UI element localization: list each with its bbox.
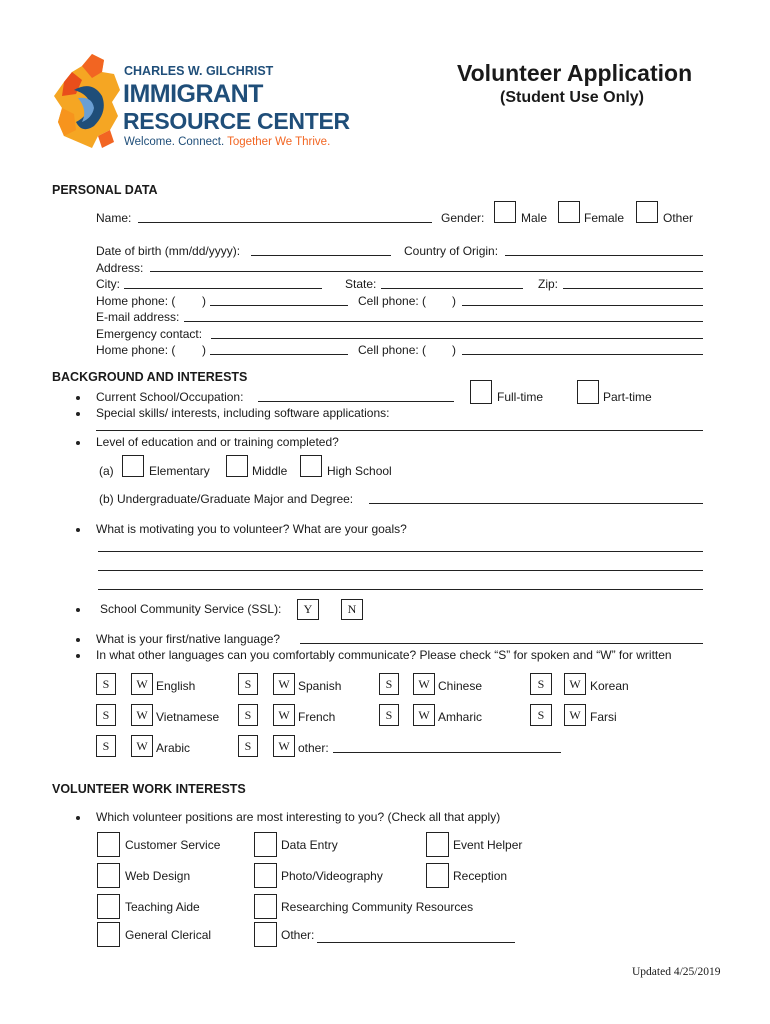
education-label: Level of education and or training completed?	[96, 435, 339, 449]
spanish-spoken-box[interactable]: S	[238, 673, 258, 695]
chinese-label: Chinese	[438, 679, 483, 693]
other-gender-label: Other	[663, 211, 694, 225]
other-gender-checkbox[interactable]	[636, 201, 658, 223]
other-lang-spoken-box[interactable]: S	[238, 735, 258, 757]
parttime-label: Part-time	[603, 390, 652, 404]
education-a-label: (a)	[99, 464, 114, 478]
logo-line2: IMMIGRANT	[123, 80, 263, 108]
updated-date: Updated 4/25/2019	[632, 966, 721, 978]
research-resources-checkbox[interactable]	[254, 894, 277, 919]
male-checkbox[interactable]	[494, 201, 516, 223]
fulltime-label: Full-time	[497, 390, 544, 404]
country-input[interactable]	[505, 255, 703, 256]
other-lang-written-box[interactable]: W	[273, 735, 295, 757]
native-language-input[interactable]	[300, 643, 703, 644]
korean-spoken-box[interactable]: S	[530, 673, 552, 695]
logo-line1: CHARLES W. GILCHRIST	[124, 64, 274, 78]
vietnamese-written-box[interactable]: W	[131, 704, 153, 726]
customer-service-checkbox[interactable]	[97, 832, 120, 857]
city-input[interactable]	[124, 288, 322, 289]
email-input[interactable]	[184, 321, 703, 322]
emergency-cell-phone-paren: )	[452, 343, 456, 357]
farsi-label: Farsi	[590, 710, 617, 724]
education-b-label: (b) Undergraduate/Graduate Major and Degree:	[99, 492, 354, 506]
reception-checkbox[interactable]	[426, 863, 449, 888]
native-language-label: What is your first/native language?	[96, 632, 281, 646]
background-heading: BACKGROUND AND INTERESTS	[52, 370, 248, 384]
spanish-label: Spanish	[298, 679, 342, 693]
female-checkbox[interactable]	[558, 201, 580, 223]
major-input[interactable]	[369, 503, 703, 504]
french-spoken-box[interactable]: S	[238, 704, 258, 726]
logo-line3: RESOURCE CENTER	[123, 108, 350, 134]
english-written-box[interactable]: W	[131, 673, 153, 695]
motivation-label: What is motivating you to volunteer? What are your goals?	[96, 522, 407, 536]
bullet	[76, 412, 80, 416]
teaching-aide-label: Teaching Aide	[125, 900, 200, 914]
female-label: Female	[584, 211, 625, 225]
school-label: Current School/Occupation:	[96, 390, 244, 404]
arabic-label: Arabic	[156, 741, 191, 755]
name-input[interactable]	[138, 222, 432, 223]
english-spoken-box[interactable]: S	[96, 673, 116, 695]
amharic-written-box[interactable]: W	[413, 704, 435, 726]
reception-label: Reception	[453, 869, 508, 883]
logo-tagline	[124, 136, 330, 148]
event-helper-label: Event Helper	[453, 838, 523, 852]
data-entry-checkbox[interactable]	[254, 832, 277, 857]
bullet	[76, 528, 80, 532]
male-label: Male	[521, 211, 548, 225]
dob-input[interactable]	[251, 255, 391, 256]
chinese-spoken-box[interactable]: S	[379, 673, 399, 695]
event-helper-checkbox[interactable]	[426, 832, 449, 857]
photo-videography-label: Photo/Videography	[281, 869, 383, 883]
emergency-home-phone-paren: )	[202, 343, 206, 357]
photo-videography-checkbox[interactable]	[254, 863, 277, 888]
home-phone-paren: )	[202, 294, 206, 308]
arabic-spoken-box[interactable]: S	[96, 735, 116, 757]
emergency-label: Emergency contact:	[96, 327, 203, 341]
logo-tagline-a: Welcome. Connect.	[124, 136, 225, 148]
other-languages-label: In what other languages can you comfortably communicate? Please check “S” for spoken and “W” for written	[96, 648, 672, 662]
french-label: French	[298, 710, 336, 724]
bullet	[76, 638, 80, 642]
home-phone-input[interactable]	[210, 305, 348, 306]
logo-tagline-b: Together We Thrive.	[227, 136, 331, 148]
skills-label: Special skills/ interests, including software applications:	[96, 406, 390, 420]
general-clerical-label: General Clerical	[125, 928, 212, 942]
web-design-checkbox[interactable]	[97, 863, 120, 888]
fulltime-checkbox[interactable]	[470, 380, 492, 404]
ssl-label: School Community Service (SSL):	[100, 602, 282, 616]
general-clerical-checkbox[interactable]	[97, 922, 120, 947]
other-position-input[interactable]	[317, 942, 515, 943]
cell-phone-input[interactable]	[462, 305, 703, 306]
high-school-checkbox[interactable]	[300, 455, 322, 477]
other-position-label: Other:	[281, 928, 315, 942]
email-label: E-mail address:	[96, 310, 180, 324]
high-school-label: High School	[327, 464, 392, 478]
farsi-written-box[interactable]: W	[564, 704, 586, 726]
middle-checkbox[interactable]	[226, 455, 248, 477]
skills-input[interactable]	[96, 430, 703, 431]
zip-input[interactable]	[563, 288, 703, 289]
elementary-label: Elementary	[149, 464, 210, 478]
motivation-input-2[interactable]	[98, 570, 703, 571]
motivation-input-3[interactable]	[98, 589, 703, 590]
page-subtitle: (Student Use Only)	[500, 89, 645, 106]
work-question: Which volunteer positions are most interesting to you? (Check all that apply)	[96, 810, 501, 824]
elementary-checkbox[interactable]	[122, 455, 144, 477]
state-label: State:	[345, 277, 377, 291]
spanish-written-box[interactable]: W	[273, 673, 295, 695]
logo-mosaic-icon	[52, 50, 127, 152]
bullet	[76, 441, 80, 445]
customer-service-label: Customer Service	[125, 838, 221, 852]
page-title: Volunteer Application	[457, 60, 693, 86]
vietnamese-label: Vietnamese	[156, 710, 220, 724]
address-label: Address:	[96, 261, 144, 275]
state-input[interactable]	[381, 288, 523, 289]
cell-phone-paren: )	[452, 294, 456, 308]
emergency-cell-phone-input[interactable]	[462, 354, 703, 355]
emergency-input[interactable]	[211, 338, 703, 339]
school-input[interactable]	[258, 401, 454, 402]
middle-label: Middle	[252, 464, 288, 478]
gender-label: Gender:	[441, 211, 485, 225]
ssl-yes-box[interactable]: Y	[297, 599, 319, 620]
parttime-checkbox[interactable]	[577, 380, 599, 404]
personal-heading: PERSONAL DATA	[52, 183, 158, 197]
research-resources-label: Researching Community Resources	[281, 900, 474, 914]
korean-label: Korean	[590, 679, 629, 693]
arabic-written-box[interactable]: W	[131, 735, 153, 757]
other-lang-label: other:	[298, 741, 329, 755]
farsi-spoken-box[interactable]: S	[530, 704, 552, 726]
other-lang-input[interactable]	[333, 752, 561, 753]
bullet	[76, 654, 80, 658]
data-entry-label: Data Entry	[281, 838, 338, 852]
emergency-cell-phone-label: Cell phone: (	[358, 343, 427, 357]
logo	[52, 50, 350, 152]
zip-label: Zip:	[538, 277, 559, 291]
ssl-no-box[interactable]: N	[341, 599, 363, 620]
vietnamese-spoken-box[interactable]: S	[96, 704, 116, 726]
web-design-label: Web Design	[125, 869, 191, 883]
motivation-input-1[interactable]	[98, 551, 703, 552]
french-written-box[interactable]: W	[273, 704, 295, 726]
country-label: Country of Origin:	[404, 244, 499, 258]
amharic-label: Amharic	[438, 710, 483, 724]
emergency-home-phone-input[interactable]	[210, 354, 348, 355]
amharic-spoken-box[interactable]: S	[379, 704, 399, 726]
cell-phone-label: Cell phone: (	[358, 294, 427, 308]
english-label: English	[156, 679, 196, 693]
name-label: Name:	[96, 211, 132, 225]
korean-written-box[interactable]: W	[564, 673, 586, 695]
city-label: City:	[96, 277, 120, 291]
address-input[interactable]	[150, 271, 703, 272]
bullet	[76, 816, 80, 820]
home-phone-label: Home phone: (	[96, 294, 176, 308]
work-heading: VOLUNTEER WORK INTERESTS	[52, 782, 246, 796]
chinese-written-box[interactable]: W	[413, 673, 435, 695]
bullet	[76, 396, 80, 400]
other-position-checkbox[interactable]	[254, 922, 277, 947]
teaching-aide-checkbox[interactable]	[97, 894, 120, 919]
dob-label: Date of birth (mm/dd/yyyy):	[96, 244, 241, 258]
bullet	[76, 608, 80, 612]
emergency-home-phone-label: Home phone: (	[96, 343, 176, 357]
